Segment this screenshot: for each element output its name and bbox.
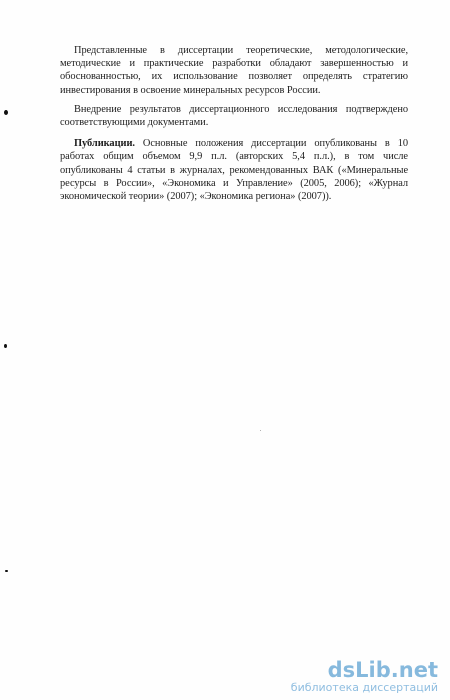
- scan-speck: [4, 344, 7, 348]
- watermark-subtitle: библиотека диссертаций: [290, 681, 438, 694]
- publications-text: Основные положения диссертации опубликованы в 10 работах общим объемом 9,9 п.л. (авторских 5,4 п.л.), в том числе опубликованы 4 статьи в журналах, рекомендованных ВАК («Минеральные ресурсы в России», «Экономика и Управление» (2005, 2006); «Журнал экономической теории» (2007); «Экономика региона» (2007)).: [60, 138, 408, 203]
- paragraph-publications: [60, 137, 408, 203]
- paragraph-practical-results: Представленные в диссертации теоретические, методологические, методические и практические разработки обладают завершенностью и обоснованностью, их использование позволяет определять стратегию инвестирования в освоение минеральных ресурсов России.: [60, 45, 408, 96]
- paragraph-implementation: Внедрение результатов диссертационного исследования подтверждено соответствующими документами.: [60, 103, 408, 129]
- publications-label: Публикации.: [74, 138, 135, 150]
- scan-speck: [260, 430, 261, 431]
- scan-speck: [5, 570, 8, 572]
- scan-speck: [4, 110, 8, 115]
- watermark-logo: dsLib.net: [327, 658, 438, 682]
- dslib-watermark: [268, 659, 438, 694]
- document-body: [60, 44, 408, 209]
